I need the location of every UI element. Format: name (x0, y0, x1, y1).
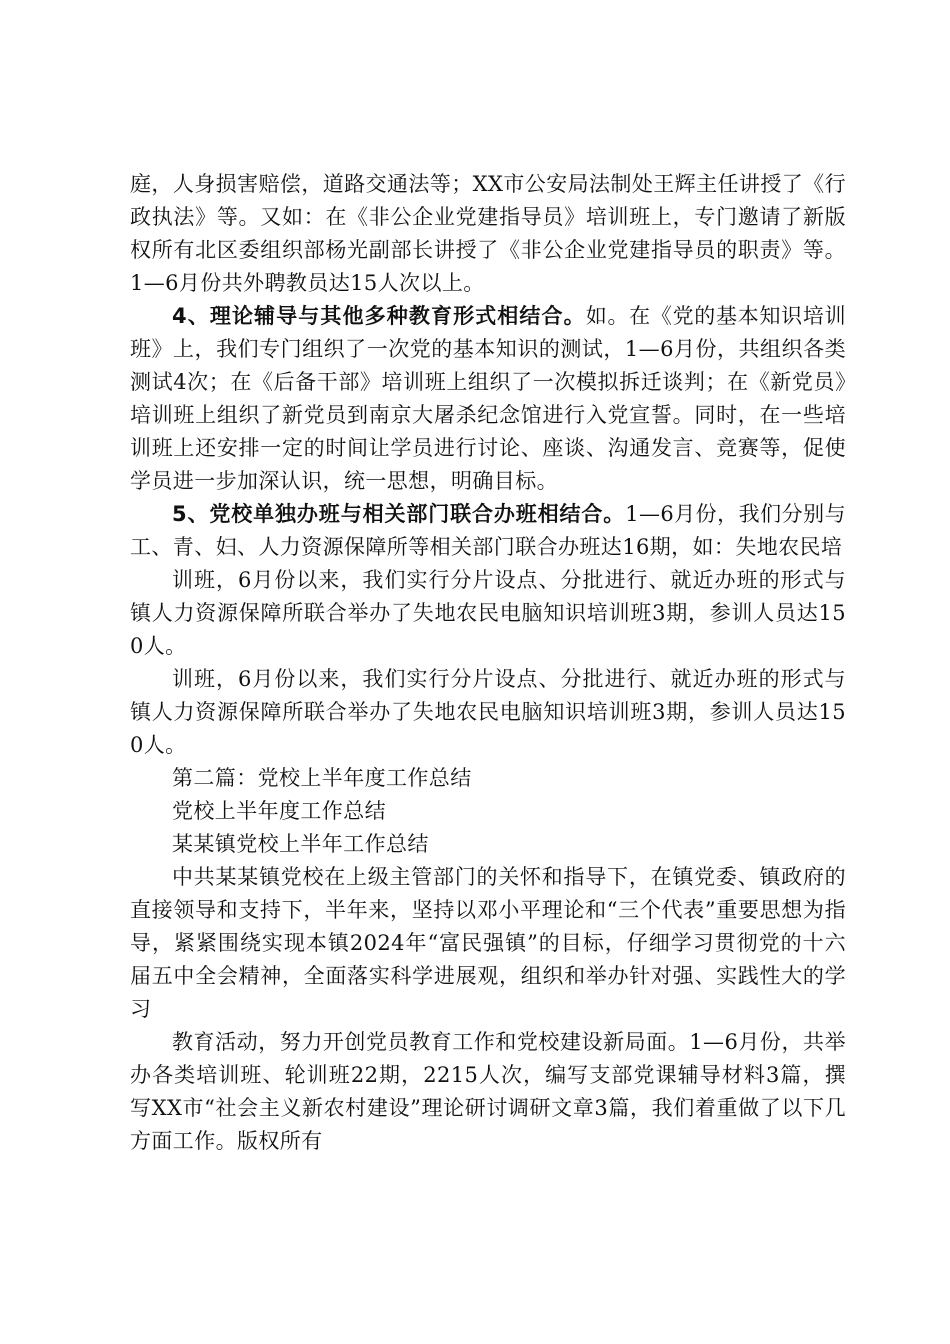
paragraph-1 (130, 168, 846, 300)
paragraph-heading: 5、党校单独办班与相关部门联合办班相结合。 (172, 502, 626, 526)
paragraph-5 (130, 663, 846, 762)
paragraph-text: 1—6月份，我们分别与工、青、妇、人力资源保障所等相关部门联合办班达16期，如：失地农民培 (130, 502, 846, 559)
document-title (130, 795, 846, 828)
paragraph-3 (130, 498, 846, 564)
paragraph-text: 某某镇党校上半年工作总结 (172, 832, 429, 856)
paragraph-text: 中共某某镇党校在上级主管部门的关怀和指导下，在镇党委、镇政府的直接领导和支持下，半年来，坚持以邓小平理论和“三个代表”重要思想为指导，紧紧围绕实现本镇2024年“富民强镇”的目标，仔细学习贯彻党的十六届五中全会精神，全面落实科学进展观，组织和举办针对强、实践性大的学习 (130, 865, 846, 1021)
paragraph-text: 党校上半年度工作总结 (172, 799, 386, 823)
paragraph-heading: 4、理论辅导与其他多种教育形式相结合。 (172, 304, 586, 328)
paragraph-10 (130, 1026, 846, 1158)
paragraph-4 (130, 564, 846, 663)
paragraph-text: 训班，6月份以来，我们实行分片设点、分批进行、就近办班的形式与镇人力资源保障所联合举办了失地农民电脑知识培训班3期，参训人员达150人。 (130, 568, 846, 658)
document-subtitle (130, 828, 846, 861)
paragraph-text: 训班，6月份以来，我们实行分片设点、分批进行、就近办班的形式与镇人力资源保障所联合举办了失地农民电脑知识培训班3期，参训人员达150人。 (130, 667, 846, 757)
paragraph-text: 庭，人身损害赔偿，道路交通法等；XX市公安局法制处王辉主任讲授了《行政执法》等。又如：在《非公企业党建指导员》培训班上，专门邀请了新版权所有北区委组织部杨光副部长讲授了《非公企业党建指导员的职责》等。1—6月份共外聘教员达15人次以上。 (130, 172, 846, 295)
paragraph-9 (130, 861, 846, 1026)
document-body (130, 168, 846, 1158)
paragraph-text: 第二篇：党校上半年度工作总结 (172, 766, 472, 790)
paragraph-2 (130, 300, 846, 498)
paragraph-text: 如。在《党的基本知识培训班》上，我们专门组织了一次党的基本知识的测试，1—6月份，共组织各类测试4次；在《后备干部》培训班上组织了一次模拟拆迁谈判；在《新党员》培训班上组织了新党员到南京大屠杀纪念馆进行入党宣誓。同时，在一些培训班上还安排一定的时间让学员进行讨论、座谈、沟通发言、竞赛等，促使学员进一步加深认识，统一思想，明确目标。 (130, 304, 846, 493)
paragraph-text: 教育活动，努力开创党员教育工作和党校建设新局面。1—6月份，共举办各类培训班、轮训班22期，2215人次，编写支部党课辅导材料3篇，撰写XX市“社会主义新农村建设”理论研讨调研文章3篇，我们着重做了以下几方面工作。版权所有 (130, 1030, 846, 1153)
section-heading (130, 762, 846, 795)
